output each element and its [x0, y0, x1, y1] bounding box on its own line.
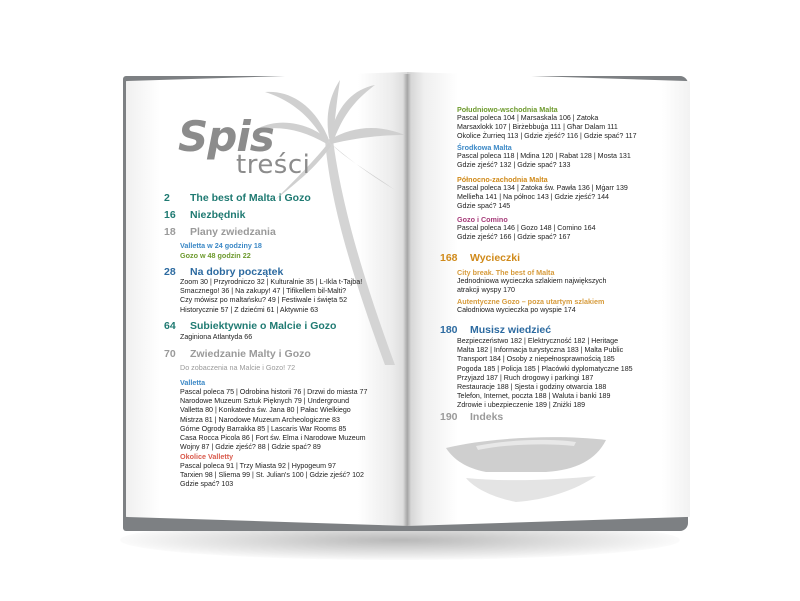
toc-lines-subiektywnie: Zaginiona Atlantyda 66: [180, 333, 253, 341]
toc-entry-wycieczki[interactable]: 168 Wycieczki: [440, 252, 521, 264]
toc-head-autentyczne[interactable]: Autentyczne Gozo – poza utartym szlakiem: [457, 297, 605, 306]
toc-head-srodkowa[interactable]: Środkowa Malta: [457, 143, 512, 152]
toc-lines-musisz: Bezpieczeństwo 182 | Elektryczność 182 | Heritage Malta 182 | Informacja turystyczna 183 | Malta Public Transport 184 | Osoby z niepełnosprawnością 185 Pogoda 185 | Policja 185 | Placówki dyplomatyczne 185 Przyjazd 187 | Ruch drogowy i parkingi 187 Restauracje 188 | Sjesta i godziny otwarcia 188 Telefon, Internet, poczta 188 | Waluta i banki 189 Zdrowie i ubezpieczenie 189 | Zniżki 189: [457, 337, 633, 410]
toc-entry-subiektywnie[interactable]: 64 Subiektywnie o Malcie i Gozo: [164, 320, 337, 332]
toc-lines-city-break: Jednodniowa wycieczka szlakiem największych atrakcji wyspy 170: [457, 277, 607, 295]
toc-lines-srodkowa: Pascal poleca 118 | Mdina 120 | Rabat 128 | Mosta 131 Gdzie zjeść? 132 | Gdzie spać? 133: [457, 152, 631, 170]
toc-entry-na-dobry[interactable]: 28 Na dobry początek: [164, 266, 284, 278]
toc-head-gozo-comino[interactable]: Gozo i Comino: [457, 215, 508, 224]
toc-lines-pd-wsch: Pascal poleca 104 | Marsaskala 106 | Zatoka Marsaxlokk 107 | Birżebbuġa 111 | Għar Dalam 111 Okolice Żurrieq 113 | Gdzie zjeść? 116 | Gdzie spać? 117: [457, 114, 637, 141]
toc-lines-autentyczne: Całodniowa wycieczka po wyspie 174: [457, 306, 576, 314]
toc-entry-zwiedzanie[interactable]: 70 Zwiedzanie Malty i Gozo: [164, 348, 311, 360]
toc-entry-plany[interactable]: 18 Plany zwiedzania: [164, 226, 276, 238]
toc-title-tresci: treści: [236, 150, 311, 180]
toc-lines-valletta: Pascal poleca 75 | Odrobina historii 76 | Drzwi do miasta 77 Narodowe Muzeum Sztuk Pięknych 79 | Underground Valletta 80 | Konkatedra św. Jana 80 | Pałac Wielkiego Mistrza 81 | Narodowe Muzeum Archeologiczne 83 Górne Ogrody Barrakka 85 | Lascaris War Rooms 85 Casa Rocca Picola 86 | Fort św. Elma i Narodowe Muzeum Wojny 87 | Gdzie zjeść? 88 | Gdzie spać? 89: [180, 388, 368, 452]
toc-entry-indeks[interactable]: 190 Indeks: [440, 411, 504, 423]
toc-head-city-break[interactable]: City break. The best of Malta: [457, 268, 555, 277]
toc-entry-niezbednik[interactable]: 16 Niezbędnik: [164, 209, 246, 221]
toc-lines-na-dobry: Zoom 30 | Przyrodniczo 32 | Kulturalnie 35 | L-Ikla t-Tajba! Smacznego! 36 | Na zakupy! 47 | Tifikellem bil-Malti? Czy mówisz po maltańsku? 49 | Festiwale i święta 52 Historycznie 57 | Z dziećmi 61 | Aktywnie 63: [180, 278, 363, 314]
boat-icon: [446, 420, 606, 510]
toc-sub-valletta-24[interactable]: Valletta w 24 godziny 18: [180, 241, 262, 250]
toc-title-spis: Spis: [178, 112, 274, 161]
toc-lines-gozo-comino: Pascal poleca 146 | Gozo 148 | Comino 164 Gdzie zjeść? 166 | Gdzie spać? 167: [457, 224, 596, 242]
toc-head-pd-wsch[interactable]: Południowo-wschodnia Malta: [457, 105, 558, 114]
toc-sub-gozo-48[interactable]: Gozo w 48 godzin 22: [180, 251, 251, 260]
toc-head-okolice[interactable]: Okolice Valletty: [180, 452, 234, 461]
toc-entry-musisz[interactable]: 180 Musisz wiedzieć: [440, 324, 552, 336]
toc-lines-pn-zach: Pascal poleca 134 | Zatoka św. Pawła 136 | Mġarr 139 Mellieħa 141 | Na północ 143 | Gdzie zjeść? 144 Gdzie spać? 145: [457, 184, 628, 211]
toc-entry-best-of[interactable]: 2 The best of Malta i Gozo: [164, 192, 311, 204]
toc-head-pn-zach[interactable]: Północno-zachodnia Malta: [457, 175, 548, 184]
toc-head-valletta[interactable]: Valletta: [180, 378, 206, 387]
toc-sub-do-zobaczenia[interactable]: Do zobaczenia na Malcie i Gozo! 72: [180, 363, 296, 372]
toc-lines-okolice: Pascal poleca 91 | Trzy Miasta 92 | Hypogeum 97 Tarxien 98 | Sliema 99 | St. Julian's 100 | Gdzie zjeść? 102 Gdzie spać? 103: [180, 462, 364, 489]
